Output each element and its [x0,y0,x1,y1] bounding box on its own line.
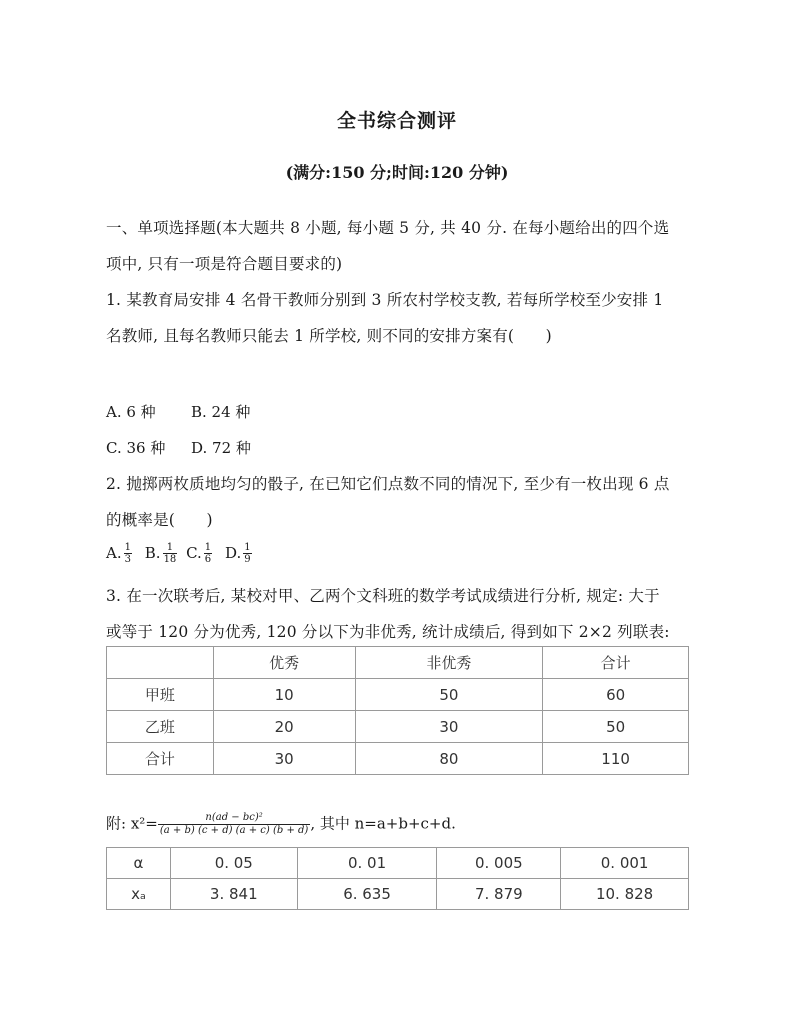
q2-line-1: 2. 抛掷两枚质地均匀的骰子, 在已知它们点数不同的情况下, 至少有一枚出现 6 点 [106,475,670,493]
table-cell: 10. 828 [561,879,689,910]
section-heading-line-2: 项中, 只有一项是符合题目要求的) [106,255,343,273]
table-cell: 0. 005 [437,848,561,879]
table-header-cell: 非优秀 [355,647,543,679]
table-row [107,879,689,910]
q1-option-c: C. 36 种 [106,439,166,457]
q2-option-b: B. $\frac{1}{18}$ [144,542,177,565]
table-row [107,647,689,679]
q3-line-2: 或等于 120 分为优秀, 120 分以下为非优秀, 统计成绩后, 得到如下 2×2 列联表: [106,623,670,641]
table-header-cell: 合计 [543,647,689,679]
table-row [107,711,689,743]
table-row [107,743,689,775]
q2-option-c: C. $\frac{1}{6}$ [186,542,212,565]
table-cell: 50 [543,711,689,743]
table-cell: xₐ [107,879,171,910]
table-cell: 20 [213,711,355,743]
table-row [107,679,689,711]
table-cell: 7. 879 [437,879,561,910]
table-cell: 3. 841 [170,879,297,910]
table-cell: 110 [543,743,689,775]
q2-option-a: A. $\frac{1}{3}$ [106,542,131,565]
contingency-table [106,646,689,775]
critical-value-table [106,847,689,910]
formula-fraction [158,812,310,837]
q1-line-2: 名教师, 且每名教师只能去 1 所学校, 则不同的安排方案有( ) [106,327,552,345]
q1-line-1: 1. 某教育局安排 4 名骨干教师分别到 3 所农村学校支教, 若每所学校至少安排 1 [106,291,664,309]
table-cell: 60 [543,679,689,711]
formula-prefix: 附: x²= [106,814,158,833]
q2-options [106,542,254,565]
table-cell: 80 [355,743,543,775]
table-cell: 30 [213,743,355,775]
table-cell: 乙班 [107,711,214,743]
table-cell: 合计 [107,743,214,775]
q2-option-d: D. $\frac{1}{9}$ [224,542,251,565]
table-cell: 0. 01 [297,848,437,879]
table-cell: 50 [355,679,543,711]
formula-numerator: n(ad − bc)² [158,812,310,825]
q3-line-1: 3. 在一次联考后, 某校对甲、乙两个文科班的数学考试成绩进行分析, 规定: 大于 [106,587,660,605]
formula-suffix: , 其中 n=a+b+c+d. [310,814,456,833]
q1-option-d: D. 72 种 [191,439,251,457]
q2-line-2: 的概率是( ) [106,511,213,529]
table-cell [107,647,214,679]
table-cell: 甲班 [107,679,214,711]
page-title: 全书综合测评 [336,110,457,132]
table-header-cell: 优秀 [213,647,355,679]
table-cell: 0. 001 [561,848,689,879]
appendix-formula [106,812,456,837]
table-cell: 6. 635 [297,879,437,910]
table-cell: 0. 05 [170,848,297,879]
page-subtitle: (满分:150 分;时间:120 分钟) [285,163,509,182]
q1-option-a: A. 6 种 [106,403,156,421]
table-cell: 10 [213,679,355,711]
table-cell: α [107,848,171,879]
section-heading-line-1: 一、单项选择题(本大题共 8 小题, 每小题 5 分, 共 40 分. 在每小题给出的四个选 [106,219,670,237]
table-cell: 30 [355,711,543,743]
table-row [107,848,689,879]
formula-denominator: (a + b) (c + d) (a + c) (b + d) [159,825,309,836]
q1-option-b: B. 24 种 [191,403,251,421]
